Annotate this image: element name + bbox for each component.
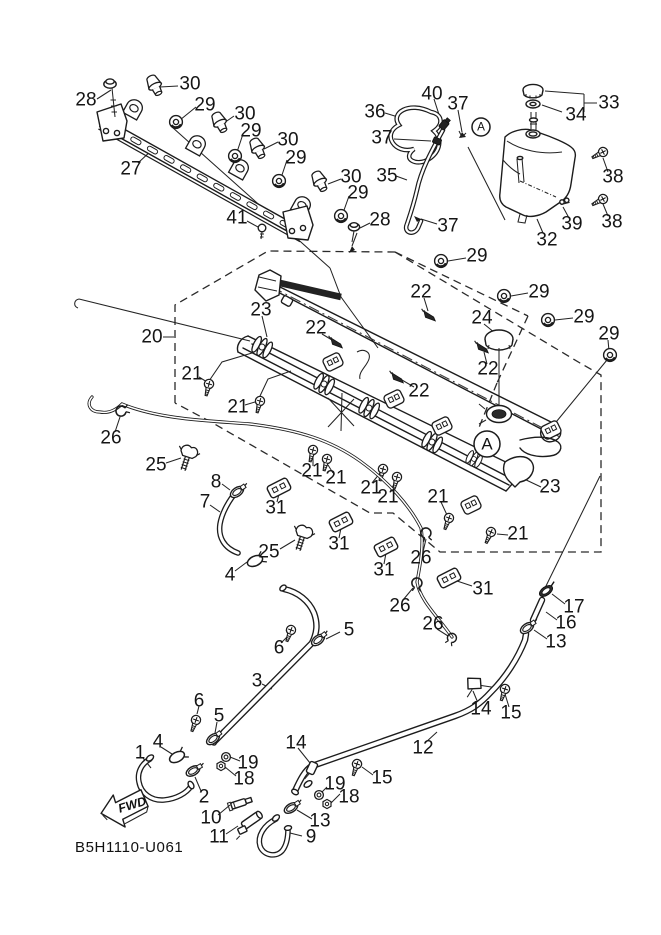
callout-31: 31 [472,578,494,600]
connector-marker [472,118,490,136]
wire-loop-26 [444,632,458,647]
callout-8: 8 [210,471,222,493]
radiator-end-tank [520,437,561,456]
callout-26: 26 [410,547,432,569]
cap-seal-34 [526,100,540,108]
callout-28: 28 [369,209,391,231]
callout-21: 21 [377,486,399,508]
callout-22: 22 [305,317,327,339]
stay-bracket-31 [266,477,292,499]
callout-15: 15 [500,702,522,724]
screw-21 [441,512,455,531]
callout-10: 10 [200,807,222,829]
grommet-29 [498,290,511,303]
radiator-mount-tab [322,352,344,372]
screw-15 [349,758,363,777]
callout-2: 2 [198,786,210,808]
callout-40: 40 [421,83,443,105]
nut-18 [217,761,225,770]
svg-text:A: A [481,434,493,454]
callout-5: 5 [343,619,355,641]
grommet-29 [273,175,286,188]
callout-29: 29 [240,120,262,142]
callout-6: 6 [273,637,285,659]
callout-12: 12 [412,737,434,759]
grommet-29 [170,116,183,129]
bracket-tab [186,133,208,156]
callout-37: 37 [437,215,459,237]
grommet-29 [604,349,617,362]
radiator-cap-24 [485,330,513,352]
callout-13: 13 [545,631,567,653]
callout-6: 6 [193,690,205,712]
callout-21: 21 [227,396,249,418]
callout-26: 26 [100,427,122,449]
callout-33: 33 [598,92,620,114]
callout-22: 22 [477,358,499,380]
callout-30: 30 [179,73,201,95]
callout-29: 29 [598,323,620,345]
callout-38: 38 [602,166,624,188]
clamp-25 [288,523,317,554]
nut-18 [323,799,331,808]
callout-34: 34 [565,104,587,126]
callout-26: 26 [422,613,444,635]
clamp-4 [167,746,189,765]
bracket-end-plate-right [283,206,313,240]
callout-37: 37 [371,127,393,149]
callout-32: 32 [536,229,558,251]
radiator-mount-tab [460,495,482,515]
callout-25: 25 [145,454,167,476]
hose-9 [259,819,288,855]
callout-21: 21 [427,486,449,508]
callout-4: 4 [152,731,164,753]
callout-30: 30 [340,166,362,188]
callout-22: 22 [410,281,432,303]
callout-29: 29 [466,245,488,267]
callout-38: 38 [601,211,623,233]
screw-22 [388,371,406,383]
callout-31: 31 [265,497,287,519]
callout-35: 35 [376,165,398,187]
grommet-29 [335,210,348,223]
grommet-29 [542,314,555,327]
callout-29: 29 [194,94,216,116]
callout-19: 19 [237,752,259,774]
callout-16: 16 [555,612,577,634]
pipe-bracket-14 [462,674,485,700]
callout-18: 18 [233,768,255,790]
callout-9: 9 [305,826,317,848]
screw-22 [420,309,438,321]
callout-22: 22 [408,380,430,402]
callout-15: 15 [371,767,393,789]
radiator-outlet [504,457,534,487]
callout-39: 39 [561,213,583,235]
callout-21: 21 [181,363,203,385]
connector-marker [474,431,500,457]
stay-bracket-31 [373,536,399,558]
clip-ring [303,779,313,788]
callout-7: 7 [199,491,211,513]
radiator-mount-tab [383,389,405,409]
callout-21: 21 [360,477,382,499]
callout-21: 21 [507,523,529,545]
pipe-3 [214,589,316,742]
callout-26: 26 [389,595,411,617]
callout-18: 18 [338,786,360,808]
callout-37: 37 [447,93,469,115]
clamp-8 [228,481,250,500]
callout-1: 1 [134,742,146,764]
callout-29: 29 [347,182,369,204]
callout-20: 20 [141,326,163,348]
callout-3: 3 [251,670,263,692]
callout-25: 25 [258,541,280,563]
callout-30: 30 [234,103,256,125]
screw-6 [188,714,202,733]
callout-24: 24 [471,307,493,329]
callout-30: 30 [277,129,299,151]
screw-6 [283,624,297,643]
stay-bracket-31 [436,567,462,589]
screw-21 [202,378,215,396]
grommet-29 [229,150,242,163]
callout-21: 21 [301,460,323,482]
callout-21: 21 [325,467,347,489]
joint-10 [227,796,252,811]
damper-30 [144,73,165,98]
washer-19 [222,753,231,762]
callout-23: 23 [250,299,272,321]
callout-17: 17 [563,596,585,618]
callout-29: 29 [573,306,595,328]
callout-28: 28 [75,89,97,111]
screw-38 [590,193,609,209]
callout-19: 19 [324,773,346,795]
screw-21 [253,395,266,413]
callout-31: 31 [328,533,350,555]
callout-36: 36 [364,101,386,123]
flange-bolt-28b [348,223,359,242]
washer-19 [315,791,324,800]
fwd-label: FWD [116,794,148,816]
screw-38 [590,146,609,162]
callout-29: 29 [285,147,307,169]
tank-cap-33 [523,84,543,98]
callout-13: 13 [309,810,331,832]
part-code: B5H1110-U061 [75,839,184,856]
screw-21 [482,526,497,545]
grommet-29 [435,255,448,268]
callout-14: 14 [285,732,307,754]
callout-5: 5 [213,705,225,727]
shroud-left-cap [255,270,281,301]
clamp-13 [518,617,540,636]
callout-41: 41 [226,207,248,229]
damper-30 [309,169,330,194]
callout-27: 27 [120,158,142,180]
callout-23: 23 [539,476,561,498]
clamp-2 [184,761,206,779]
callout-31: 31 [373,559,395,581]
callout-4: 4 [224,564,236,586]
screw-22 [327,336,345,348]
svg-text:A: A [477,120,485,134]
axis-line [272,287,560,437]
callout-29: 29 [528,281,550,303]
screw-41 [258,224,266,239]
bracket-end-plate-left [97,104,127,141]
callout-14: 14 [470,698,492,720]
clamp-25 [173,443,202,474]
stay-bracket-31 [328,511,354,533]
callout-11: 11 [209,826,229,848]
